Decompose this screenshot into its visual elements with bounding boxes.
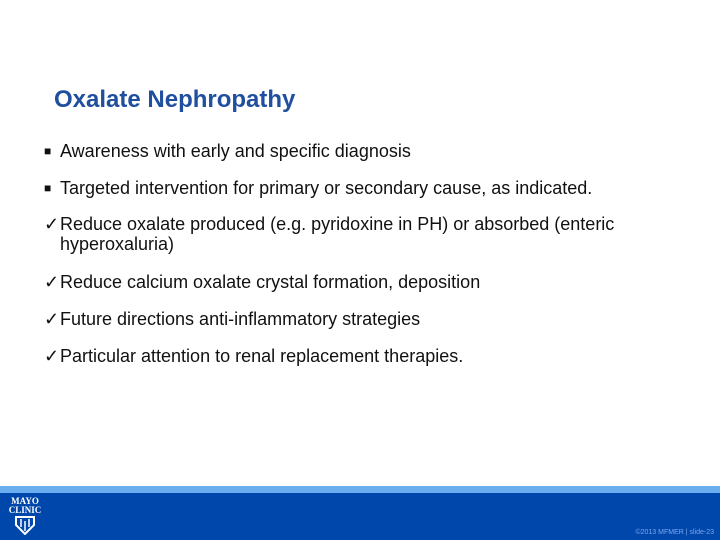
bullet-text: Targeted intervention for primary or secondary cause, as indicated. (60, 178, 593, 198)
checkmark-icon: ✓ (44, 346, 60, 366)
shield-icon (14, 515, 36, 535)
bullet-item (44, 178, 680, 198)
checkmark-icon: ✓ (44, 309, 60, 329)
square-bullet-icon: ■ (44, 181, 52, 195)
check-item (44, 272, 680, 292)
footer (0, 493, 720, 540)
mayo-clinic-logo: MAYO CLINIC (8, 497, 42, 537)
slide-title: Oxalate Nephropathy (54, 86, 296, 113)
bullet-item (44, 141, 680, 161)
bullet-text: Particular attention to renal replacement therapies. (60, 346, 464, 366)
checkmark-icon: ✓ (44, 214, 60, 234)
bullet-text: Reduce oxalate produced (e.g. pyridoxine in PH) or absorbed (enteric hyperoxaluria) (60, 214, 615, 254)
bullet-text: Future directions anti-inflammatory strategies (60, 309, 421, 329)
checkmark-icon: ✓ (44, 272, 60, 292)
copyright-text: ©2013 MFMER | slide-23 (635, 529, 714, 536)
bullet-text: Reduce calcium oxalate crystal formation, deposition (60, 272, 481, 292)
square-bullet-icon: ■ (44, 144, 52, 158)
check-item (44, 346, 680, 366)
check-item (44, 214, 620, 254)
footer-accent-band (0, 486, 720, 493)
check-item (44, 309, 680, 329)
bullet-text: Awareness with early and specific diagnosis (60, 141, 411, 161)
